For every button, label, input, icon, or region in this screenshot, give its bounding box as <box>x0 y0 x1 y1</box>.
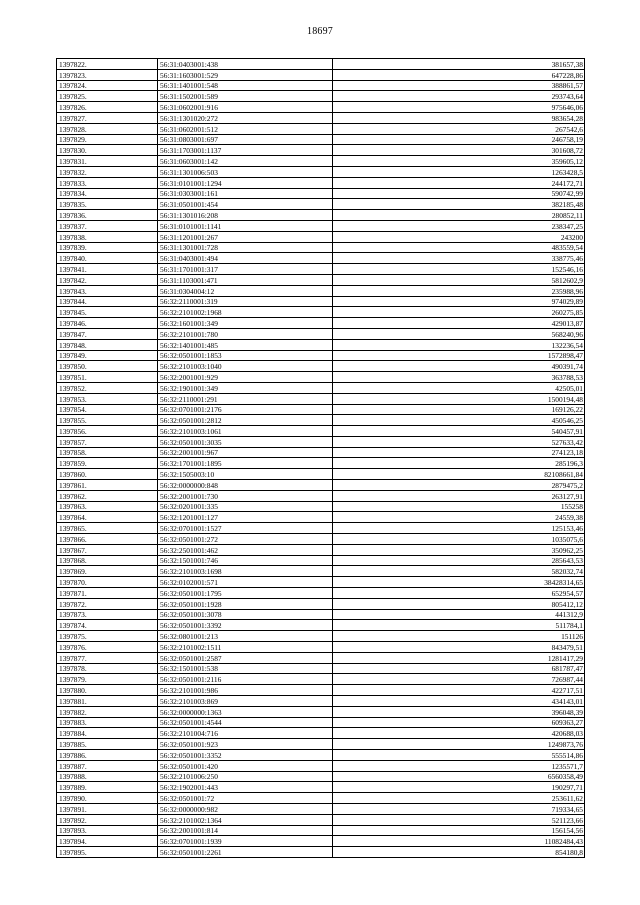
cadastral-value-cell: 726987,44 <box>333 674 585 685</box>
row-number-cell: 1397874. <box>57 620 158 631</box>
row-number-cell: 1397895. <box>57 847 158 858</box>
row-number-cell: 1397824. <box>57 80 158 91</box>
cadastral-number-cell: 56:32:0501001:2812 <box>158 415 333 426</box>
table-row <box>57 490 585 501</box>
cadastral-number-cell: 56:32:2101003:1040 <box>158 361 333 372</box>
table-row <box>57 782 585 793</box>
cadastral-value-cell: 441312,9 <box>333 609 585 620</box>
cadastral-value-cell: 151126 <box>333 631 585 642</box>
cadastral-number-cell: 56:32:1505003:10 <box>158 469 333 480</box>
cadastral-value-cell: 568240,96 <box>333 328 585 339</box>
row-number-cell: 1397846. <box>57 318 158 329</box>
table-row <box>57 339 585 350</box>
row-number-cell: 1397875. <box>57 631 158 642</box>
cadastral-number-cell: 56:31:0501001:454 <box>158 199 333 210</box>
cadastral-value-cell: 1235571,7 <box>333 760 585 771</box>
cadastral-number-cell: 56:32:2101003:1061 <box>158 426 333 437</box>
cadastral-value-cell: 719334,65 <box>333 803 585 814</box>
row-number-cell: 1397840. <box>57 253 158 264</box>
row-number-cell: 1397849. <box>57 350 158 361</box>
cadastral-number-cell: 56:32:1902001:443 <box>158 782 333 793</box>
row-number-cell: 1397880. <box>57 685 158 696</box>
cadastral-value-cell: 429013,87 <box>333 318 585 329</box>
row-number-cell: 1397859. <box>57 458 158 469</box>
row-number-cell: 1397865. <box>57 523 158 534</box>
row-number-cell: 1397889. <box>57 782 158 793</box>
table-row <box>57 544 585 555</box>
cadastral-number-cell: 56:32:0701001:2176 <box>158 404 333 415</box>
cadastral-number-cell: 56:32:2110001:291 <box>158 393 333 404</box>
cadastral-value-cell: 647228,86 <box>333 69 585 80</box>
row-number-cell: 1397882. <box>57 706 158 717</box>
row-number-cell: 1397843. <box>57 285 158 296</box>
table-row <box>57 285 585 296</box>
row-number-cell: 1397853. <box>57 393 158 404</box>
table-row <box>57 436 585 447</box>
cadastral-number-cell: 56:31:0602001:512 <box>158 123 333 134</box>
table-row <box>57 134 585 145</box>
table-row <box>57 793 585 804</box>
cadastral-number-cell: 56:32:0000000:982 <box>158 803 333 814</box>
table-row <box>57 372 585 383</box>
cadastral-number-cell: 56:32:0701001:1527 <box>158 523 333 534</box>
cadastral-value-cell: 238347,25 <box>333 220 585 231</box>
table-row <box>57 750 585 761</box>
table-row <box>57 393 585 404</box>
cadastral-number-cell: 56:32:0501001:923 <box>158 739 333 750</box>
cadastral-number-cell: 56:32:0501001:2587 <box>158 652 333 663</box>
cadastral-value-cell: 974029,89 <box>333 296 585 307</box>
cadastral-number-cell: 56:31:0803001:697 <box>158 134 333 145</box>
cadastral-value-cell: 169126,22 <box>333 404 585 415</box>
table-row <box>57 188 585 199</box>
table-row <box>57 480 585 491</box>
table-row <box>57 112 585 123</box>
row-number-cell: 1397825. <box>57 91 158 102</box>
cadastral-value-cell: 243200 <box>333 231 585 242</box>
row-number-cell: 1397887. <box>57 760 158 771</box>
cadastral-number-cell: 56:32:1701001:1895 <box>158 458 333 469</box>
table-row <box>57 145 585 156</box>
cadastral-number-cell: 56:32:0701001:1939 <box>158 836 333 847</box>
row-number-cell: 1397851. <box>57 372 158 383</box>
cadastral-number-cell: 56:32:0801001:213 <box>158 631 333 642</box>
table-row <box>57 760 585 771</box>
row-number-cell: 1397888. <box>57 771 158 782</box>
cadastral-value-cell: 82108661,84 <box>333 469 585 480</box>
row-number-cell: 1397835. <box>57 199 158 210</box>
cadastral-number-cell: 56:32:2101003:869 <box>158 696 333 707</box>
cadastral-value-cell: 350962,25 <box>333 544 585 555</box>
cadastral-value-cell: 156154,56 <box>333 825 585 836</box>
table-row <box>57 415 585 426</box>
cadastral-value-cell: 483559,54 <box>333 242 585 253</box>
row-number-cell: 1397866. <box>57 534 158 545</box>
row-number-cell: 1397878. <box>57 663 158 674</box>
table-row <box>57 220 585 231</box>
cadastral-number-cell: 56:32:2101003:1698 <box>158 566 333 577</box>
table-row <box>57 609 585 620</box>
cadastral-value-cell: 293743,64 <box>333 91 585 102</box>
row-number-cell: 1397893. <box>57 825 158 836</box>
table-row <box>57 685 585 696</box>
row-number-cell: 1397862. <box>57 490 158 501</box>
cadastral-value-cell: 843479,51 <box>333 642 585 653</box>
cadastral-value-cell: 301608,72 <box>333 145 585 156</box>
cadastral-number-cell: 56:32:1201001:127 <box>158 512 333 523</box>
cadastral-number-cell: 56:32:0501001:1853 <box>158 350 333 361</box>
cadastral-value-cell: 190297,71 <box>333 782 585 793</box>
table-row <box>57 231 585 242</box>
row-number-cell: 1397890. <box>57 793 158 804</box>
cadastral-number-cell: 56:32:0501001:3352 <box>158 750 333 761</box>
row-number-cell: 1397845. <box>57 307 158 318</box>
row-number-cell: 1397823. <box>57 69 158 80</box>
table-row <box>57 706 585 717</box>
cadastral-number-cell: 56:32:0501001:3078 <box>158 609 333 620</box>
table-row <box>57 663 585 674</box>
cadastral-number-cell: 56:32:0501001:420 <box>158 760 333 771</box>
cadastral-value-cell: 382185,48 <box>333 199 585 210</box>
row-number-cell: 1397842. <box>57 274 158 285</box>
row-number-cell: 1397871. <box>57 588 158 599</box>
cadastral-value-cell: 527633,42 <box>333 436 585 447</box>
table-row <box>57 771 585 782</box>
cadastral-value-cell: 253611,62 <box>333 793 585 804</box>
cadastral-number-cell: 56:32:2001001:814 <box>158 825 333 836</box>
cadastral-value-cell: 244172,71 <box>333 177 585 188</box>
row-number-cell: 1397839. <box>57 242 158 253</box>
cadastral-value-cell: 681787,47 <box>333 663 585 674</box>
cadastral-value-cell: 555514,86 <box>333 750 585 761</box>
row-number-cell: 1397822. <box>57 59 158 70</box>
cadastral-number-cell: 56:32:2101001:986 <box>158 685 333 696</box>
cadastral-value-cell: 260275,85 <box>333 307 585 318</box>
cadastral-value-table <box>56 58 585 858</box>
table-row <box>57 598 585 609</box>
row-number-cell: 1397832. <box>57 166 158 177</box>
row-number-cell: 1397833. <box>57 177 158 188</box>
table-row <box>57 577 585 588</box>
cadastral-number-cell: 56:31:0303001:161 <box>158 188 333 199</box>
cadastral-number-cell: 56:32:2101002:1968 <box>158 307 333 318</box>
row-number-cell: 1397864. <box>57 512 158 523</box>
cadastral-number-cell: 56:31:1401001:548 <box>158 80 333 91</box>
cadastral-value-cell: 38428314,65 <box>333 577 585 588</box>
cadastral-value-cell: 805412,12 <box>333 598 585 609</box>
cadastral-value-cell: 420688,03 <box>333 728 585 739</box>
cadastral-number-cell: 56:31:1701001:317 <box>158 264 333 275</box>
table-row <box>57 69 585 80</box>
cadastral-number-cell: 56:32:1501001:538 <box>158 663 333 674</box>
table-row <box>57 199 585 210</box>
cadastral-value-cell: 359605,12 <box>333 156 585 167</box>
row-number-cell: 1397863. <box>57 501 158 512</box>
table-row <box>57 501 585 512</box>
table-row <box>57 555 585 566</box>
table-row <box>57 253 585 264</box>
row-number-cell: 1397838. <box>57 231 158 242</box>
table-row <box>57 447 585 458</box>
cadastral-number-cell: 56:31:0403001:494 <box>158 253 333 264</box>
cadastral-number-cell: 56:31:1301006:503 <box>158 166 333 177</box>
cadastral-value-cell: 1572898,47 <box>333 350 585 361</box>
cadastral-number-cell: 56:32:0501001:1928 <box>158 598 333 609</box>
table-row <box>57 652 585 663</box>
table-row <box>57 803 585 814</box>
table-row <box>57 274 585 285</box>
cadastral-number-cell: 56:32:2001001:967 <box>158 447 333 458</box>
cadastral-number-cell: 56:32:0501001:3392 <box>158 620 333 631</box>
cadastral-number-cell: 56:31:1603001:529 <box>158 69 333 80</box>
row-number-cell: 1397844. <box>57 296 158 307</box>
row-number-cell: 1397881. <box>57 696 158 707</box>
cadastral-number-cell: 56:32:0000000:1363 <box>158 706 333 717</box>
cadastral-number-cell: 56:31:0101001:1141 <box>158 220 333 231</box>
cadastral-value-cell: 1035075,6 <box>333 534 585 545</box>
cadastral-number-cell: 56:31:0403001:438 <box>158 59 333 70</box>
cadastral-value-cell: 1263428,5 <box>333 166 585 177</box>
cadastral-number-cell: 56:31:1201001:267 <box>158 231 333 242</box>
cadastral-value-cell: 582032,74 <box>333 566 585 577</box>
row-number-cell: 1397834. <box>57 188 158 199</box>
cadastral-value-cell: 609363,27 <box>333 717 585 728</box>
cadastral-number-cell: 56:31:1103001:471 <box>158 274 333 285</box>
row-number-cell: 1397854. <box>57 404 158 415</box>
cadastral-number-cell: 56:31:0602001:916 <box>158 102 333 113</box>
cadastral-number-cell: 56:32:0501001:72 <box>158 793 333 804</box>
cadastral-value-cell: 363788,53 <box>333 372 585 383</box>
cadastral-value-cell: 396048,39 <box>333 706 585 717</box>
table-row <box>57 296 585 307</box>
row-number-cell: 1397883. <box>57 717 158 728</box>
cadastral-value-cell: 263127,91 <box>333 490 585 501</box>
cadastral-number-cell: 56:32:2001001:730 <box>158 490 333 501</box>
cadastral-value-cell: 490391,74 <box>333 361 585 372</box>
cadastral-number-cell: 56:31:0603001:142 <box>158 156 333 167</box>
row-number-cell: 1397830. <box>57 145 158 156</box>
row-number-cell: 1397884. <box>57 728 158 739</box>
table-row <box>57 588 585 599</box>
row-number-cell: 1397867. <box>57 544 158 555</box>
row-number-cell: 1397891. <box>57 803 158 814</box>
table-row <box>57 631 585 642</box>
row-number-cell: 1397857. <box>57 436 158 447</box>
cadastral-number-cell: 56:31:0304004:12 <box>158 285 333 296</box>
row-number-cell: 1397827. <box>57 112 158 123</box>
cadastral-number-cell: 56:32:0501001:2116 <box>158 674 333 685</box>
cadastral-number-cell: 56:32:2001001:929 <box>158 372 333 383</box>
table-row <box>57 307 585 318</box>
cadastral-value-cell: 1500194,48 <box>333 393 585 404</box>
cadastral-value-cell: 1281417,29 <box>333 652 585 663</box>
table-row <box>57 123 585 134</box>
cadastral-number-cell: 56:32:2101006:250 <box>158 771 333 782</box>
row-number-cell: 1397828. <box>57 123 158 134</box>
table-row <box>57 166 585 177</box>
row-number-cell: 1397868. <box>57 555 158 566</box>
table-row <box>57 177 585 188</box>
cadastral-value-cell: 246758,19 <box>333 134 585 145</box>
cadastral-value-cell: 280852,11 <box>333 210 585 221</box>
cadastral-value-cell: 285643,53 <box>333 555 585 566</box>
cadastral-value-cell: 540457,91 <box>333 426 585 437</box>
table-row <box>57 717 585 728</box>
table-row <box>57 512 585 523</box>
cadastral-number-cell: 56:32:0501001:1795 <box>158 588 333 599</box>
table-row <box>57 814 585 825</box>
cadastral-number-cell: 56:32:2101002:1511 <box>158 642 333 653</box>
row-number-cell: 1397841. <box>57 264 158 275</box>
cadastral-value-cell: 1249873,76 <box>333 739 585 750</box>
table-row <box>57 210 585 221</box>
table-row <box>57 91 585 102</box>
cadastral-value-cell: 11082484,43 <box>333 836 585 847</box>
row-number-cell: 1397886. <box>57 750 158 761</box>
row-number-cell: 1397858. <box>57 447 158 458</box>
table-row <box>57 156 585 167</box>
row-number-cell: 1397869. <box>57 566 158 577</box>
cadastral-value-cell: 388861,57 <box>333 80 585 91</box>
cadastral-number-cell: 56:31:0101001:1294 <box>158 177 333 188</box>
cadastral-value-cell: 381657,38 <box>333 59 585 70</box>
table-row <box>57 458 585 469</box>
row-number-cell: 1397850. <box>57 361 158 372</box>
row-number-cell: 1397892. <box>57 814 158 825</box>
row-number-cell: 1397872. <box>57 598 158 609</box>
row-number-cell: 1397826. <box>57 102 158 113</box>
cadastral-value-cell: 983654,28 <box>333 112 585 123</box>
table-row <box>57 696 585 707</box>
row-number-cell: 1397829. <box>57 134 158 145</box>
row-number-cell: 1397837. <box>57 220 158 231</box>
cadastral-number-cell: 56:32:0501001:4544 <box>158 717 333 728</box>
cadastral-value-cell: 590742,99 <box>333 188 585 199</box>
row-number-cell: 1397879. <box>57 674 158 685</box>
table-row <box>57 426 585 437</box>
row-number-cell: 1397852. <box>57 382 158 393</box>
cadastral-value-cell: 42505,01 <box>333 382 585 393</box>
row-number-cell: 1397855. <box>57 415 158 426</box>
row-number-cell: 1397876. <box>57 642 158 653</box>
table-row <box>57 350 585 361</box>
cadastral-number-cell: 56:32:2110001:319 <box>158 296 333 307</box>
cadastral-number-cell: 56:32:2101002:1364 <box>158 814 333 825</box>
cadastral-value-cell: 267542,6 <box>333 123 585 134</box>
cadastral-value-cell: 450546,25 <box>333 415 585 426</box>
table-row <box>57 739 585 750</box>
cadastral-value-cell: 652954,57 <box>333 588 585 599</box>
cadastral-number-cell: 56:32:0501001:272 <box>158 534 333 545</box>
cadastral-number-cell: 56:31:1301020:272 <box>158 112 333 123</box>
cadastral-value-cell: 511784,1 <box>333 620 585 631</box>
cadastral-value-cell: 24559,38 <box>333 512 585 523</box>
page-number: 18697 <box>307 26 333 37</box>
table-row <box>57 264 585 275</box>
cadastral-number-cell: 56:31:1301016:208 <box>158 210 333 221</box>
table-row <box>57 620 585 631</box>
row-number-cell: 1397885. <box>57 739 158 750</box>
row-number-cell: 1397836. <box>57 210 158 221</box>
cadastral-number-cell: 56:32:2501001:462 <box>158 544 333 555</box>
cadastral-number-cell: 56:32:1401001:485 <box>158 339 333 350</box>
cadastral-number-cell: 56:31:1301001:728 <box>158 242 333 253</box>
cadastral-number-cell: 56:32:2101004:716 <box>158 728 333 739</box>
cadastral-value-cell: 5812602,9 <box>333 274 585 285</box>
cadastral-number-cell: 56:32:0000000:848 <box>158 480 333 491</box>
cadastral-value-cell: 125153,46 <box>333 523 585 534</box>
row-number-cell: 1397856. <box>57 426 158 437</box>
cadastral-number-cell: 56:32:1501001:746 <box>158 555 333 566</box>
table-row <box>57 674 585 685</box>
row-number-cell: 1397894. <box>57 836 158 847</box>
row-number-cell: 1397870. <box>57 577 158 588</box>
table-row <box>57 242 585 253</box>
cadastral-value-cell: 854180,8 <box>333 847 585 858</box>
table-row <box>57 59 585 70</box>
row-number-cell: 1397860. <box>57 469 158 480</box>
table-row <box>57 523 585 534</box>
cadastral-value-cell: 274123,18 <box>333 447 585 458</box>
table-row <box>57 328 585 339</box>
cadastral-number-cell: 56:32:1901001:349 <box>158 382 333 393</box>
cadastral-number-cell: 56:31:1502001:589 <box>158 91 333 102</box>
table-row <box>57 361 585 372</box>
table-row <box>57 825 585 836</box>
table-row <box>57 836 585 847</box>
table-row <box>57 534 585 545</box>
cadastral-number-cell: 56:32:0102001:571 <box>158 577 333 588</box>
cadastral-value-cell: 285196,3 <box>333 458 585 469</box>
cadastral-value-cell: 152546,16 <box>333 264 585 275</box>
row-number-cell: 1397831. <box>57 156 158 167</box>
cadastral-value-cell: 6560358,49 <box>333 771 585 782</box>
table-body <box>57 59 585 858</box>
row-number-cell: 1397873. <box>57 609 158 620</box>
table-row <box>57 80 585 91</box>
cadastral-value-cell: 155258 <box>333 501 585 512</box>
table-row <box>57 404 585 415</box>
table-row <box>57 642 585 653</box>
cadastral-value-cell: 434143,01 <box>333 696 585 707</box>
cadastral-number-cell: 56:31:1703001:1137 <box>158 145 333 156</box>
row-number-cell: 1397877. <box>57 652 158 663</box>
cadastral-number-cell: 56:32:1601001:349 <box>158 318 333 329</box>
table-row <box>57 382 585 393</box>
cadastral-value-cell: 2879475,2 <box>333 480 585 491</box>
table-row <box>57 102 585 113</box>
cadastral-number-cell: 56:32:0501001:3035 <box>158 436 333 447</box>
cadastral-number-cell: 56:32:0201001:335 <box>158 501 333 512</box>
cadastral-value-cell: 422717,51 <box>333 685 585 696</box>
table-row <box>57 318 585 329</box>
table-row <box>57 566 585 577</box>
row-number-cell: 1397848. <box>57 339 158 350</box>
cadastral-value-cell: 338775,46 <box>333 253 585 264</box>
row-number-cell: 1397861. <box>57 480 158 491</box>
cadastral-number-cell: 56:32:2101001:780 <box>158 328 333 339</box>
cadastral-value-cell: 132236,54 <box>333 339 585 350</box>
cadastral-value-cell: 235988,96 <box>333 285 585 296</box>
row-number-cell: 1397847. <box>57 328 158 339</box>
cadastral-number-cell: 56:32:0501001:2261 <box>158 847 333 858</box>
cadastral-value-cell: 975646,06 <box>333 102 585 113</box>
table-row <box>57 728 585 739</box>
cadastral-value-cell: 521123,66 <box>333 814 585 825</box>
table-row <box>57 469 585 480</box>
table-row <box>57 847 585 858</box>
